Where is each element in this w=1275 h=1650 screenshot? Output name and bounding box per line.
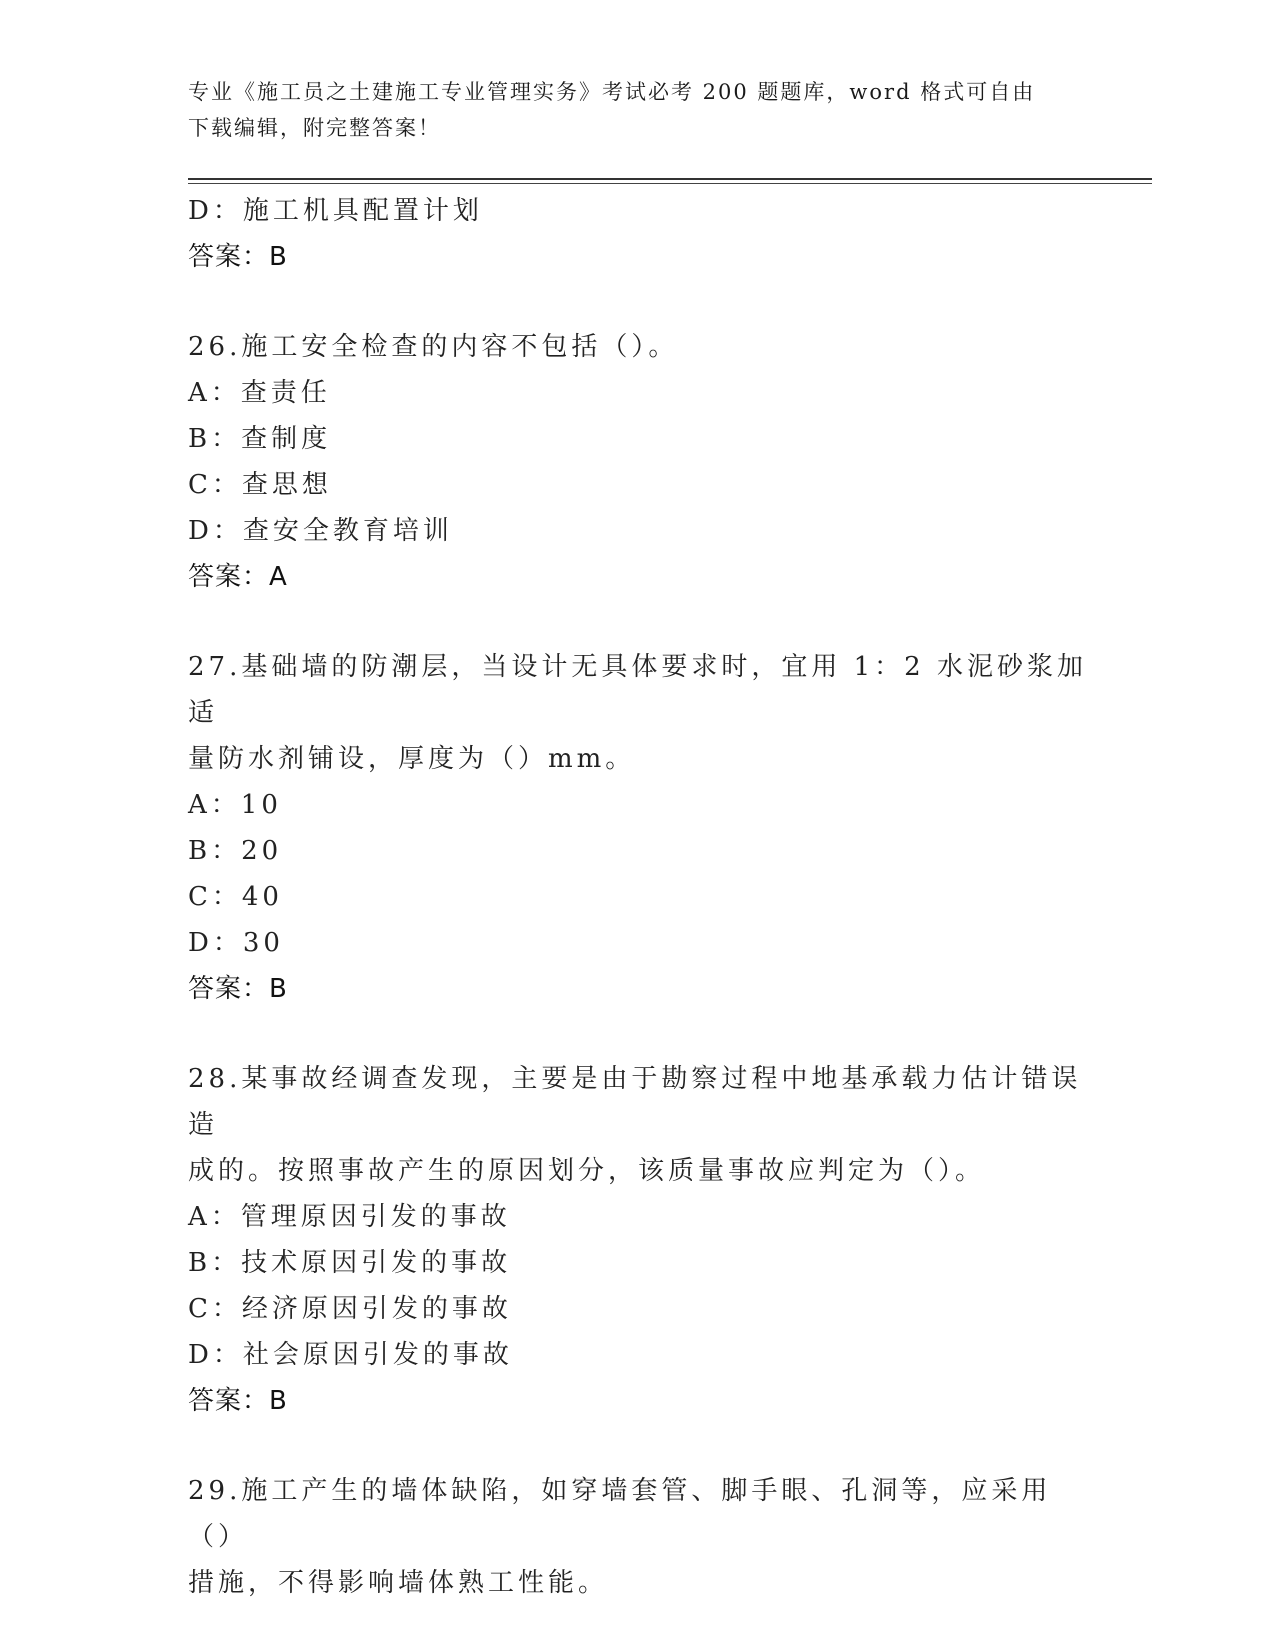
header-divider-thin <box>188 183 1152 184</box>
answer: 答案：B <box>188 974 288 1004</box>
question-text-line-1: 27.基础墙的防潮层，当设计无具体要求时，宜用 1：2 水泥砂浆加适 <box>188 652 1087 728</box>
answer: 答案：B <box>188 242 288 272</box>
answer: 答案：A <box>188 562 288 592</box>
question-text-line-1: 28.某事故经调查发现，主要是由于勘察过程中地基承载力估计错误造 <box>188 1064 1082 1140</box>
option-a: A：10 <box>188 790 282 820</box>
question-28 <box>188 1056 1088 1424</box>
question-26 <box>188 324 1088 600</box>
header-line-1: 专业《施工员之土建施工专业管理实务》考试必考 200 题题库，word 格式可自由 <box>188 80 1036 104</box>
option-c: C：40 <box>188 882 283 912</box>
option-b: B：技术原因引发的事故 <box>188 1248 512 1278</box>
header-divider-thick <box>188 178 1152 180</box>
option-b: B：查制度 <box>188 424 332 454</box>
question-text-line-2: 量防水剂铺设，厚度为（）mm。 <box>188 744 636 774</box>
option-a: A：查责任 <box>188 378 331 408</box>
option-c: C：查思想 <box>188 470 332 500</box>
header-line-2: 下载编辑，附完整答案！ <box>188 116 441 140</box>
option-d: D：30 <box>188 928 284 958</box>
option-c: C：经济原因引发的事故 <box>188 1294 512 1324</box>
spacer <box>188 280 1088 324</box>
document-body <box>188 188 1088 1606</box>
question-text-line-2: 成的。按照事故产生的原因划分，该质量事故应判定为（）。 <box>188 1156 986 1186</box>
spacer <box>188 600 1088 644</box>
question-27 <box>188 644 1088 1012</box>
question-text-line-2: 措施，不得影响墙体熟工性能。 <box>188 1568 609 1598</box>
question-29 <box>188 1468 1088 1606</box>
spacer <box>188 1424 1088 1468</box>
spacer <box>188 1012 1088 1056</box>
question-text: 26.施工安全检查的内容不包括（）。 <box>188 332 679 362</box>
option-d: D：社会原因引发的事故 <box>188 1340 513 1370</box>
option-a: A：管理原因引发的事故 <box>188 1202 511 1232</box>
option-d: D：查安全教育培训 <box>188 516 453 546</box>
option-d: D：施工机具配置计划 <box>188 196 483 226</box>
option-b: B：20 <box>188 836 283 866</box>
question-text-line-1: 29.施工产生的墙体缺陷，如穿墙套管、脚手眼、孔洞等，应采用（） <box>188 1476 1052 1552</box>
answer: 答案：B <box>188 1386 288 1416</box>
document-header <box>188 74 1068 146</box>
